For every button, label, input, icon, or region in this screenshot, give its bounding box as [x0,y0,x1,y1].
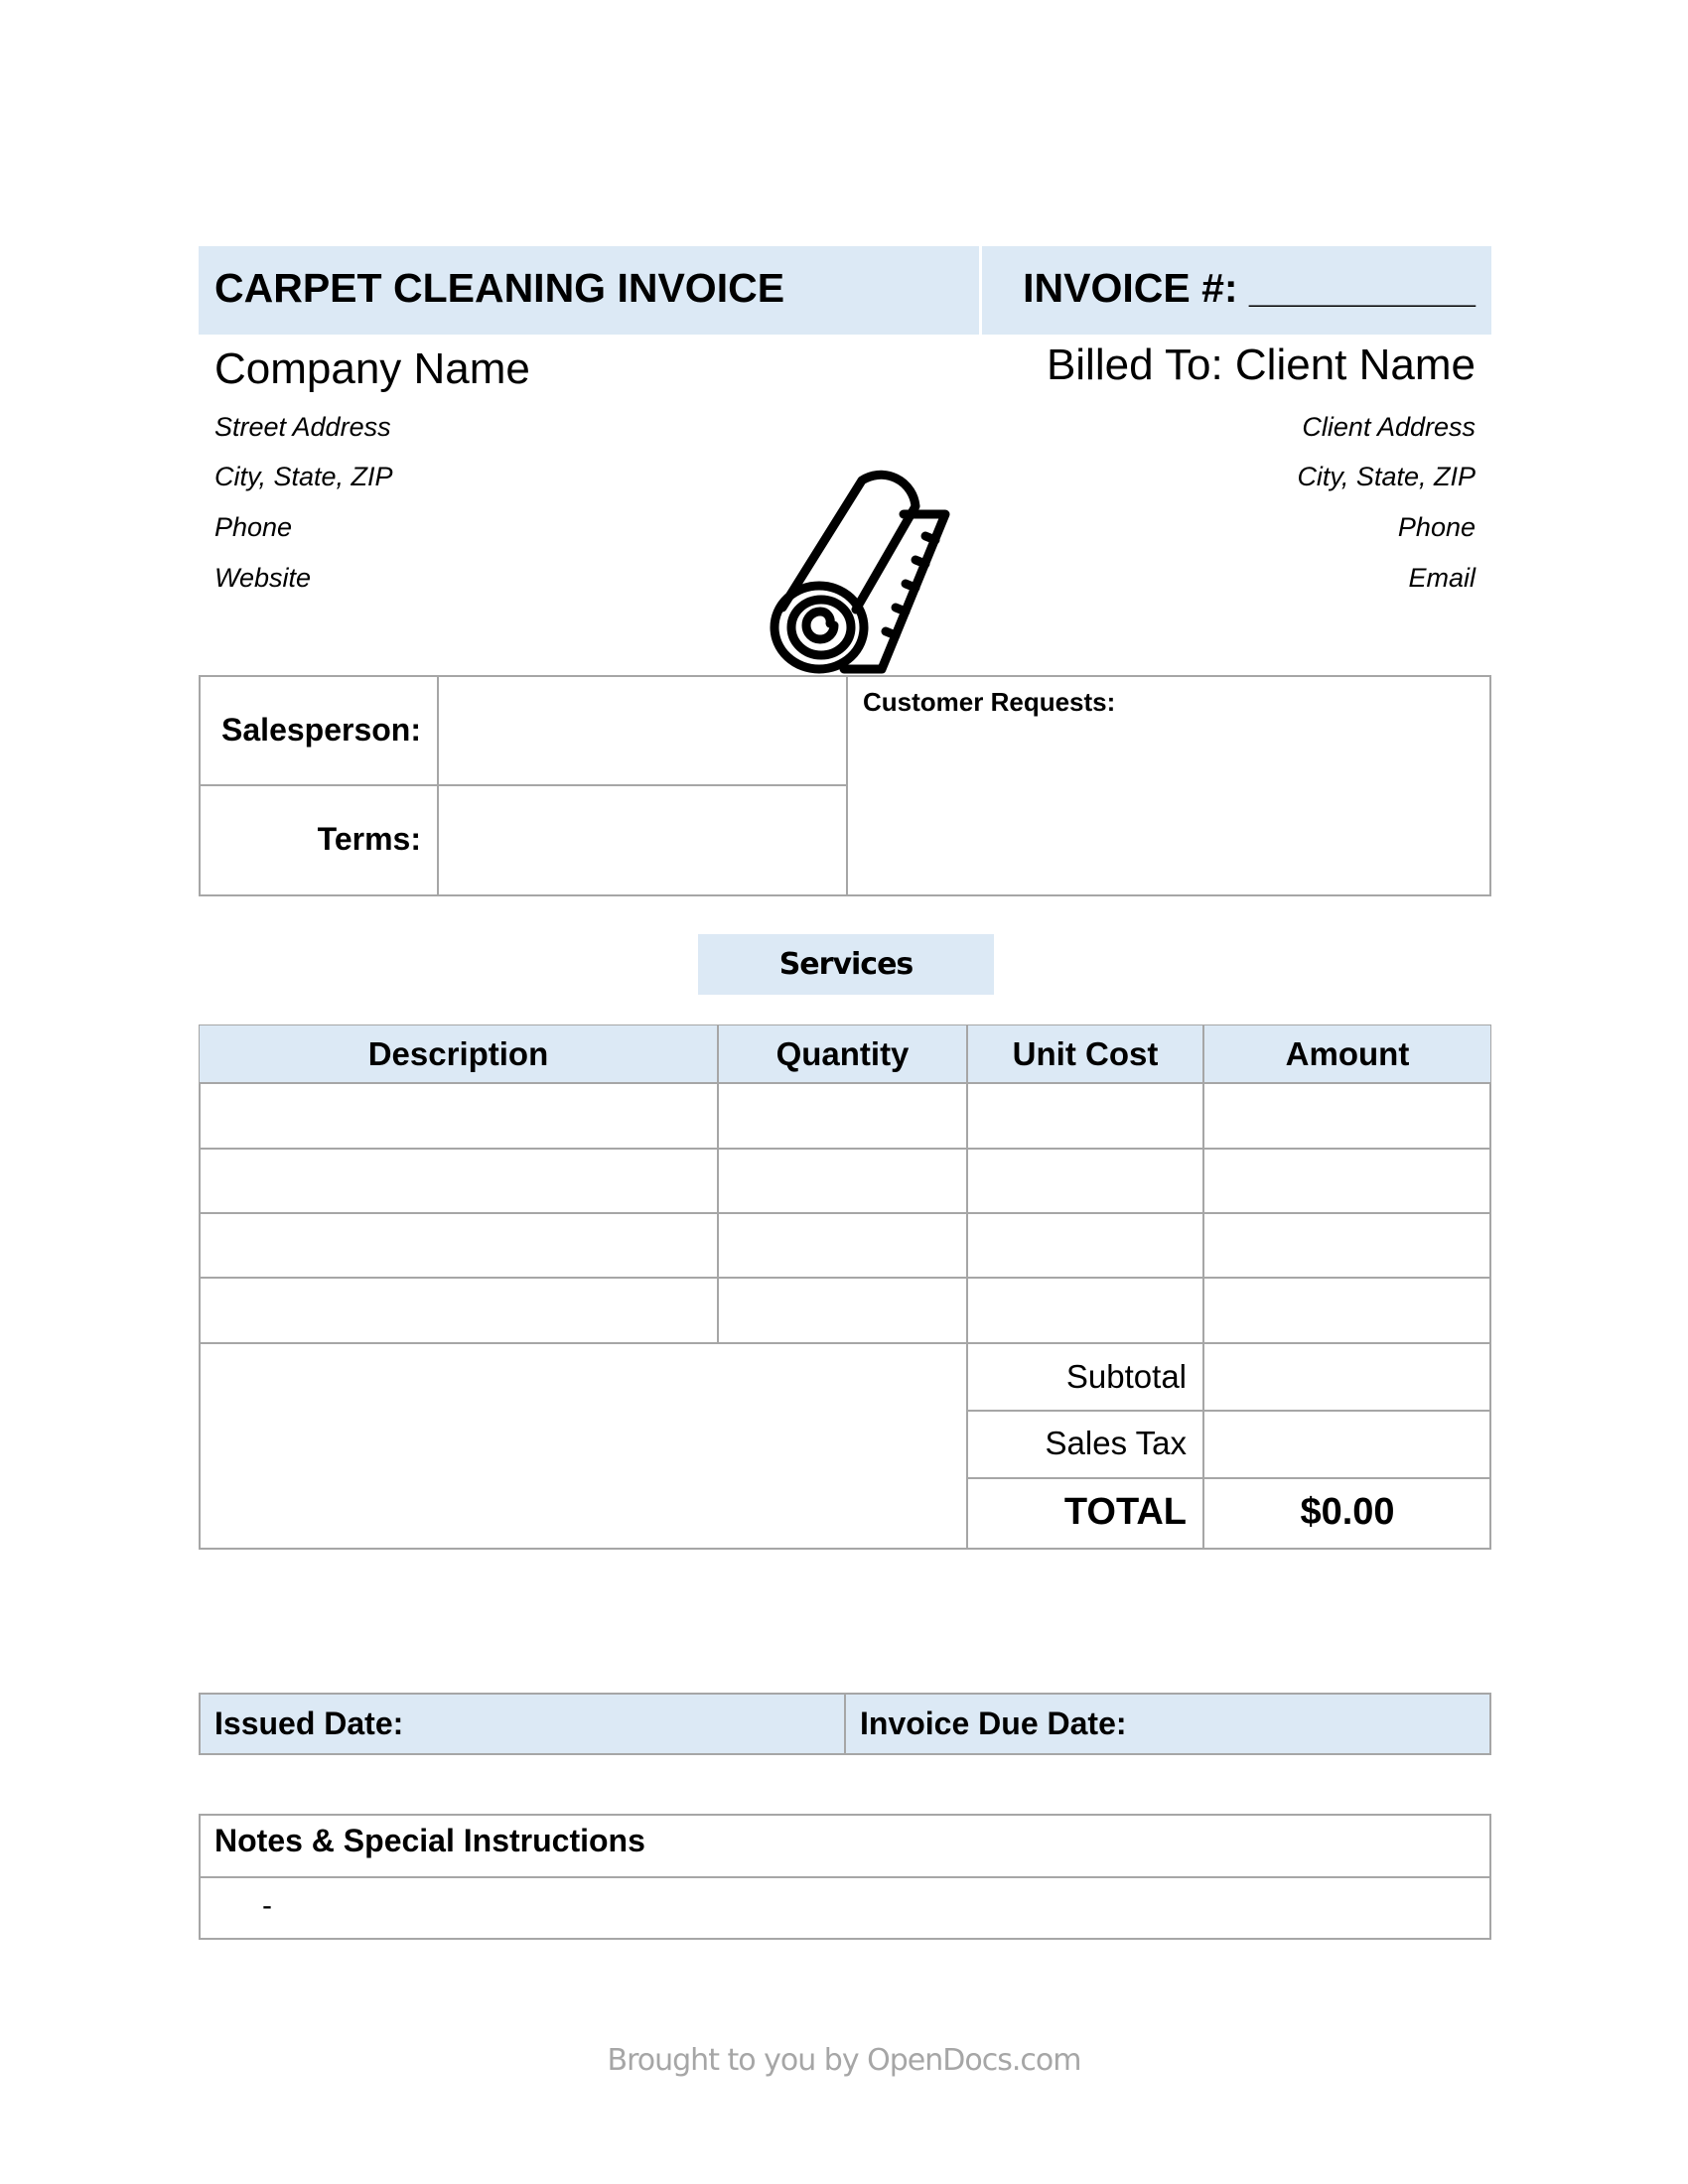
sales-tax-value[interactable] [1204,1412,1490,1477]
column-header-description: Description [367,1035,549,1072]
header-divider [979,246,982,335]
sales-tax-label: Sales Tax [1045,1425,1187,1461]
column-header-unit-cost: Unit Cost [1012,1035,1159,1072]
column-header-amount: Amount [1285,1035,1410,1072]
notes-divider [200,1876,1490,1878]
customer-requests-label: Customer Requests: [863,687,1116,717]
table-row[interactable] [200,1150,1490,1212]
table-row[interactable] [200,1084,1490,1148]
subtotal-value[interactable] [1204,1344,1490,1410]
company-street-address[interactable]: Street Address [214,412,391,442]
client-email[interactable]: Email [1408,563,1476,593]
invoice-due-date-label: Invoice Due Date: [860,1706,1127,1741]
company-name[interactable]: Company Name [214,344,530,393]
footer-credit[interactable]: Brought to you by OpenDocs.com [607,2043,1081,2078]
client-phone[interactable]: Phone [1397,512,1476,542]
customer-requests-field[interactable] [848,725,1489,894]
client-city-state-zip[interactable]: City, State, ZIP [1297,462,1476,491]
dates-divider [844,1694,846,1754]
issued-date-label: Issued Date: [214,1706,404,1741]
company-city-state-zip[interactable]: City, State, ZIP [214,462,393,491]
company-phone[interactable]: Phone [214,512,293,542]
subtotal-label: Subtotal [1065,1358,1187,1395]
notes-list-item[interactable]: - [262,1889,272,1922]
column-header-quantity: Quantity [775,1035,910,1072]
client-address[interactable]: Client Address [1302,412,1476,442]
table-row[interactable] [200,1279,1490,1342]
billed-to-client-name[interactable]: Billed To: Client Name [1046,341,1476,389]
invoice-number-field[interactable]: INVOICE #: __________ [1023,265,1476,311]
salesperson-field[interactable] [439,676,846,784]
terms-label: Terms: [317,821,421,857]
salesperson-label: Salesperson: [221,712,421,748]
notes-title: Notes & Special Instructions [214,1823,645,1858]
carpet-roll-icon [735,459,958,682]
table-row[interactable] [200,1214,1490,1277]
company-website[interactable]: Website [214,563,312,593]
total-value: $0.00 [1300,1491,1395,1533]
terms-field[interactable] [439,786,846,894]
total-label: TOTAL [1063,1491,1187,1533]
services-heading: Services [778,947,914,982]
document-title: CARPET CLEANING INVOICE [214,265,785,311]
